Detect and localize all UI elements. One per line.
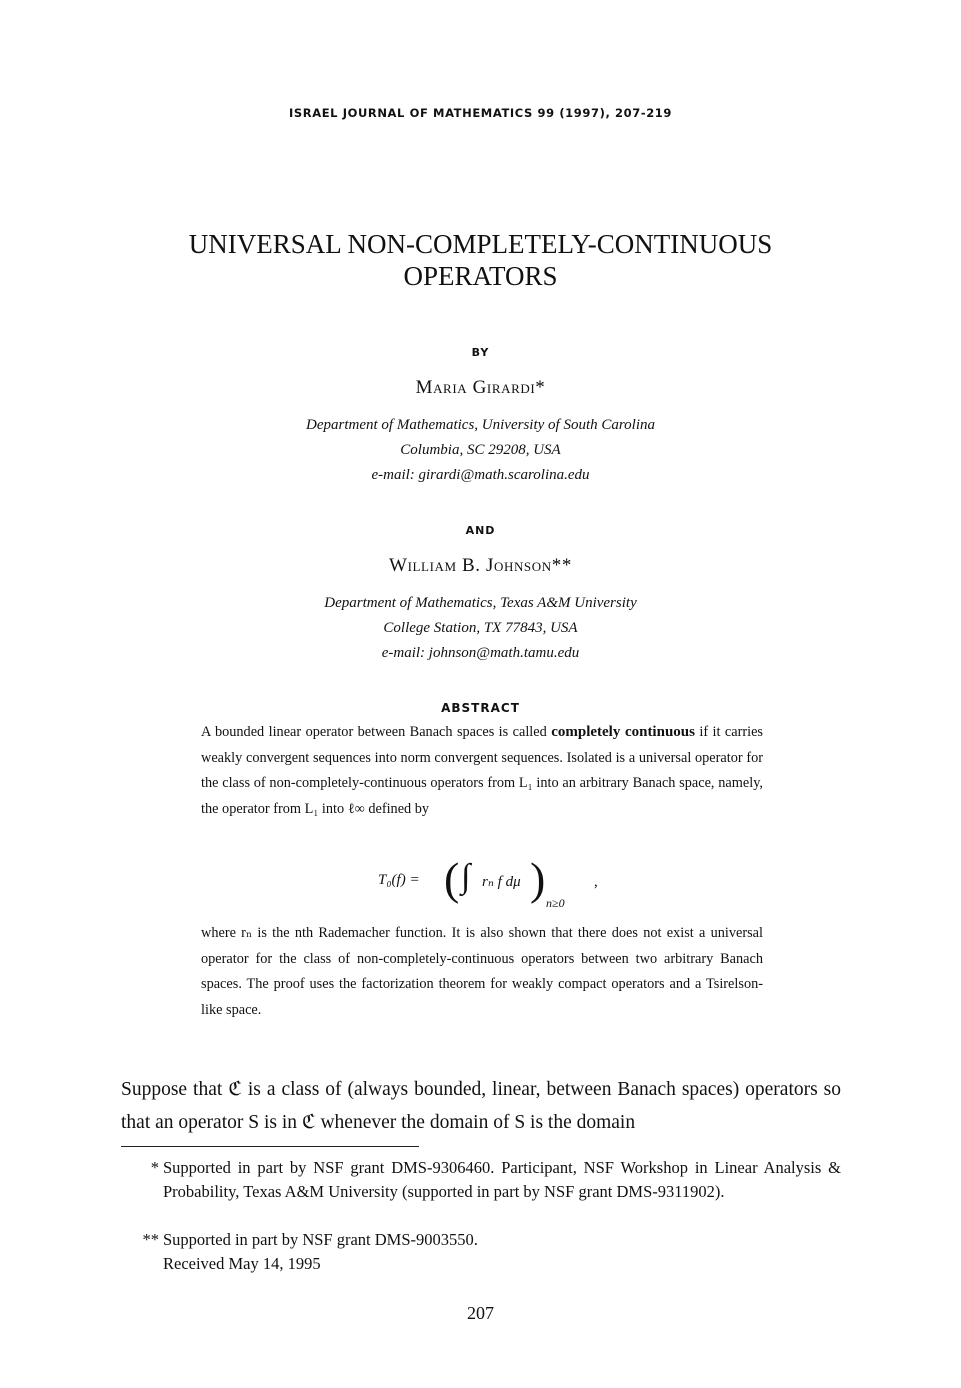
abstract-heading: ABSTRACT bbox=[441, 701, 520, 715]
footnote-1-marker: * bbox=[150, 1158, 159, 1177]
formula-body: rₙ f dμ bbox=[482, 874, 521, 890]
page-number: 207 bbox=[467, 1303, 494, 1323]
author-2-department: Department of Mathematics, Texas A&M University bbox=[324, 595, 637, 611]
footnote-1-text: Supported in part by NSF grant DMS-9306460. Participant, NSF Workshop in Linear Analysis & Probability, Texas A&M University (supported in part by NSF grant DMS-9311902). bbox=[163, 1158, 841, 1201]
abstract-paragraph-1 bbox=[201, 720, 763, 822]
formula-close-paren: ) bbox=[530, 853, 546, 904]
and-separator: AND bbox=[465, 524, 496, 537]
footnote-rule bbox=[121, 1146, 419, 1147]
abstract-p1-bold-term: completely continuous bbox=[551, 724, 695, 740]
author-2-email: e-mail: johnson@math.tamu.edu bbox=[381, 645, 580, 661]
footnote-2-support: Supported in part by NSF grant DMS-9003550. bbox=[163, 1230, 478, 1249]
formula-lhs: T₀(f) = bbox=[378, 872, 420, 888]
author-2-affiliation-block bbox=[0, 591, 961, 666]
author-1-email: e-mail: girardi@math.scarolina.edu bbox=[371, 467, 590, 483]
formula-subscript: n≥0 bbox=[546, 896, 565, 910]
journal-header: ISRAEL JOURNAL OF MATHEMATICS 99 (1997), 207-219 bbox=[288, 106, 672, 120]
author-1-address: Columbia, SC 29208, USA bbox=[400, 442, 561, 458]
author-2-address: College Station, TX 77843, USA bbox=[383, 620, 578, 636]
author-2-name: William B. Johnson** bbox=[389, 555, 572, 576]
abstract-formula bbox=[378, 853, 608, 918]
formula-open-paren: ( bbox=[444, 853, 460, 904]
abstract-p1-start: A bounded linear operator between Banach spaces is called bbox=[201, 724, 547, 740]
received-date: Received May 14, 1995 bbox=[163, 1254, 321, 1273]
abstract-paragraph-2: where rₙ is the nth Rademacher function. It is also shown that there does not exist a universal operator for the class of non-completely-continuous operators between two arbitrary Banach spaces. The proof uses the factorization theorem for weakly compact operators and a Tsirelson-like space. bbox=[201, 925, 763, 1018]
paper-title bbox=[0, 228, 961, 292]
integral-sign: ∫ bbox=[461, 858, 471, 895]
author-1-department: Department of Mathematics, University of South Carolina bbox=[306, 417, 655, 433]
abstract-p1-end: if it carries weakly convergent sequences into norm convergent sequences. Isolated is a universal operator for the class of non-completely-continuous operators from L₁ into an arbitrary Banach space, namely, the operator from L₁ into ℓ∞ defined by bbox=[201, 724, 763, 817]
title-line-1: UNIVERSAL NON-COMPLETELY-CONTINUOUS bbox=[188, 229, 773, 259]
footnote-2-marker: ** bbox=[142, 1230, 159, 1249]
title-line-2: OPERATORS bbox=[403, 261, 558, 291]
footnote-2-text bbox=[163, 1228, 841, 1276]
author-1-name: Maria Girardi* bbox=[415, 377, 546, 398]
body-paragraph: Suppose that ℭ is a class of (always bounded, linear, between Banach spaces) operators so that an operator S is in ℭ whenever the domain of S is the domain bbox=[121, 1079, 841, 1133]
byline: BY bbox=[471, 346, 490, 359]
author-1-affiliation-block bbox=[0, 413, 961, 488]
formula-comma: , bbox=[594, 874, 598, 890]
